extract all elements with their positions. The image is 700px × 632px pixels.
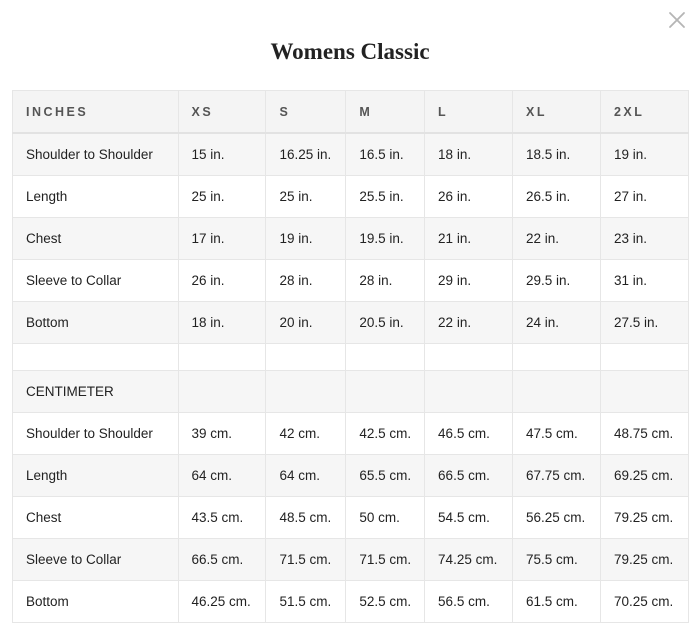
empty-cell <box>266 371 346 413</box>
table-cell: 66.5 cm. <box>425 455 513 497</box>
row-label: Sleeve to Collar <box>13 260 179 302</box>
table-cell: 15 in. <box>178 133 266 176</box>
empty-cell <box>266 344 346 371</box>
table-cell: 56.5 cm. <box>425 581 513 623</box>
table-cell: 27 in. <box>600 176 688 218</box>
table-cell: 42 cm. <box>266 413 346 455</box>
table-cell: 26.5 in. <box>513 176 601 218</box>
table-row <box>13 455 689 497</box>
table-cell: 65.5 cm. <box>346 455 425 497</box>
table-cell: 61.5 cm. <box>513 581 601 623</box>
table-cell: 51.5 cm. <box>266 581 346 623</box>
table-cell: 18.5 in. <box>513 133 601 176</box>
row-label: Chest <box>13 497 179 539</box>
table-cell: 46.5 cm. <box>425 413 513 455</box>
table-row <box>13 581 689 623</box>
header-size-2xl: 2XL <box>600 91 688 134</box>
table-cell: 19 in. <box>600 133 688 176</box>
size-chart-table <box>12 90 689 623</box>
table-cell: 48.5 cm. <box>266 497 346 539</box>
close-button[interactable] <box>666 9 688 31</box>
table-cell: 24 in. <box>513 302 601 344</box>
spacer-row <box>13 344 689 371</box>
table-cell: 29.5 in. <box>513 260 601 302</box>
section-row-centimeter <box>13 371 689 413</box>
table-cell: 48.75 cm. <box>600 413 688 455</box>
table-cell: 16.25 in. <box>266 133 346 176</box>
table-cell: 16.5 in. <box>346 133 425 176</box>
empty-cell <box>178 371 266 413</box>
row-label: Sleeve to Collar <box>13 539 179 581</box>
header-units: INCHES <box>13 91 179 134</box>
section-label: CENTIMETER <box>13 371 179 413</box>
table-cell: 17 in. <box>178 218 266 260</box>
row-label: Shoulder to Shoulder <box>13 413 179 455</box>
empty-cell <box>600 371 688 413</box>
empty-cell <box>513 344 601 371</box>
table-cell: 26 in. <box>178 260 266 302</box>
table-cell: 19.5 in. <box>346 218 425 260</box>
table-row <box>13 497 689 539</box>
header-size-xs: XS <box>178 91 266 134</box>
table-cell: 67.75 cm. <box>513 455 601 497</box>
table-cell: 28 in. <box>266 260 346 302</box>
table-cell: 66.5 cm. <box>178 539 266 581</box>
empty-cell <box>600 344 688 371</box>
row-label: Length <box>13 455 179 497</box>
table-cell: 71.5 cm. <box>346 539 425 581</box>
table-cell: 18 in. <box>178 302 266 344</box>
table-cell: 22 in. <box>425 302 513 344</box>
header-size-m: M <box>346 91 425 134</box>
row-label: Bottom <box>13 302 179 344</box>
header-size-s: S <box>266 91 346 134</box>
table-cell: 19 in. <box>266 218 346 260</box>
table-row <box>13 260 689 302</box>
table-cell: 42.5 cm. <box>346 413 425 455</box>
table-cell: 25 in. <box>178 176 266 218</box>
table-cell: 27.5 in. <box>600 302 688 344</box>
table-cell: 26 in. <box>425 176 513 218</box>
table-cell: 28 in. <box>346 260 425 302</box>
table-header-row <box>13 91 689 134</box>
table-row <box>13 302 689 344</box>
table-cell: 71.5 cm. <box>266 539 346 581</box>
table-cell: 46.25 cm. <box>178 581 266 623</box>
table-row <box>13 133 689 176</box>
close-icon <box>666 9 688 31</box>
table-row <box>13 413 689 455</box>
table-cell: 39 cm. <box>178 413 266 455</box>
row-label: Length <box>13 176 179 218</box>
table-row <box>13 539 689 581</box>
row-label: Chest <box>13 218 179 260</box>
table-cell: 23 in. <box>600 218 688 260</box>
empty-cell <box>346 344 425 371</box>
modal-title: Womens Classic <box>270 39 430 64</box>
empty-cell <box>346 371 425 413</box>
table-cell: 18 in. <box>425 133 513 176</box>
table-cell: 75.5 cm. <box>513 539 601 581</box>
empty-cell <box>178 344 266 371</box>
table-cell: 70.25 cm. <box>600 581 688 623</box>
empty-cell <box>13 344 179 371</box>
empty-cell <box>425 371 513 413</box>
table-cell: 52.5 cm. <box>346 581 425 623</box>
table-cell: 69.25 cm. <box>600 455 688 497</box>
table-cell: 20 in. <box>266 302 346 344</box>
table-row <box>13 218 689 260</box>
table-cell: 50 cm. <box>346 497 425 539</box>
table-cell: 64 cm. <box>178 455 266 497</box>
row-label: Shoulder to Shoulder <box>13 133 179 176</box>
table-cell: 43.5 cm. <box>178 497 266 539</box>
table-row <box>13 176 689 218</box>
table-cell: 31 in. <box>600 260 688 302</box>
table-cell: 56.25 cm. <box>513 497 601 539</box>
empty-cell <box>425 344 513 371</box>
row-label: Bottom <box>13 581 179 623</box>
table-cell: 22 in. <box>513 218 601 260</box>
header-size-xl: XL <box>513 91 601 134</box>
table-cell: 74.25 cm. <box>425 539 513 581</box>
table-cell: 29 in. <box>425 260 513 302</box>
empty-cell <box>513 371 601 413</box>
table-cell: 79.25 cm. <box>600 497 688 539</box>
table-cell: 25 in. <box>266 176 346 218</box>
table-cell: 54.5 cm. <box>425 497 513 539</box>
table-cell: 47.5 cm. <box>513 413 601 455</box>
header-size-l: L <box>425 91 513 134</box>
table-cell: 79.25 cm. <box>600 539 688 581</box>
table-cell: 21 in. <box>425 218 513 260</box>
table-cell: 20.5 in. <box>346 302 425 344</box>
table-cell: 25.5 in. <box>346 176 425 218</box>
table-cell: 64 cm. <box>266 455 346 497</box>
